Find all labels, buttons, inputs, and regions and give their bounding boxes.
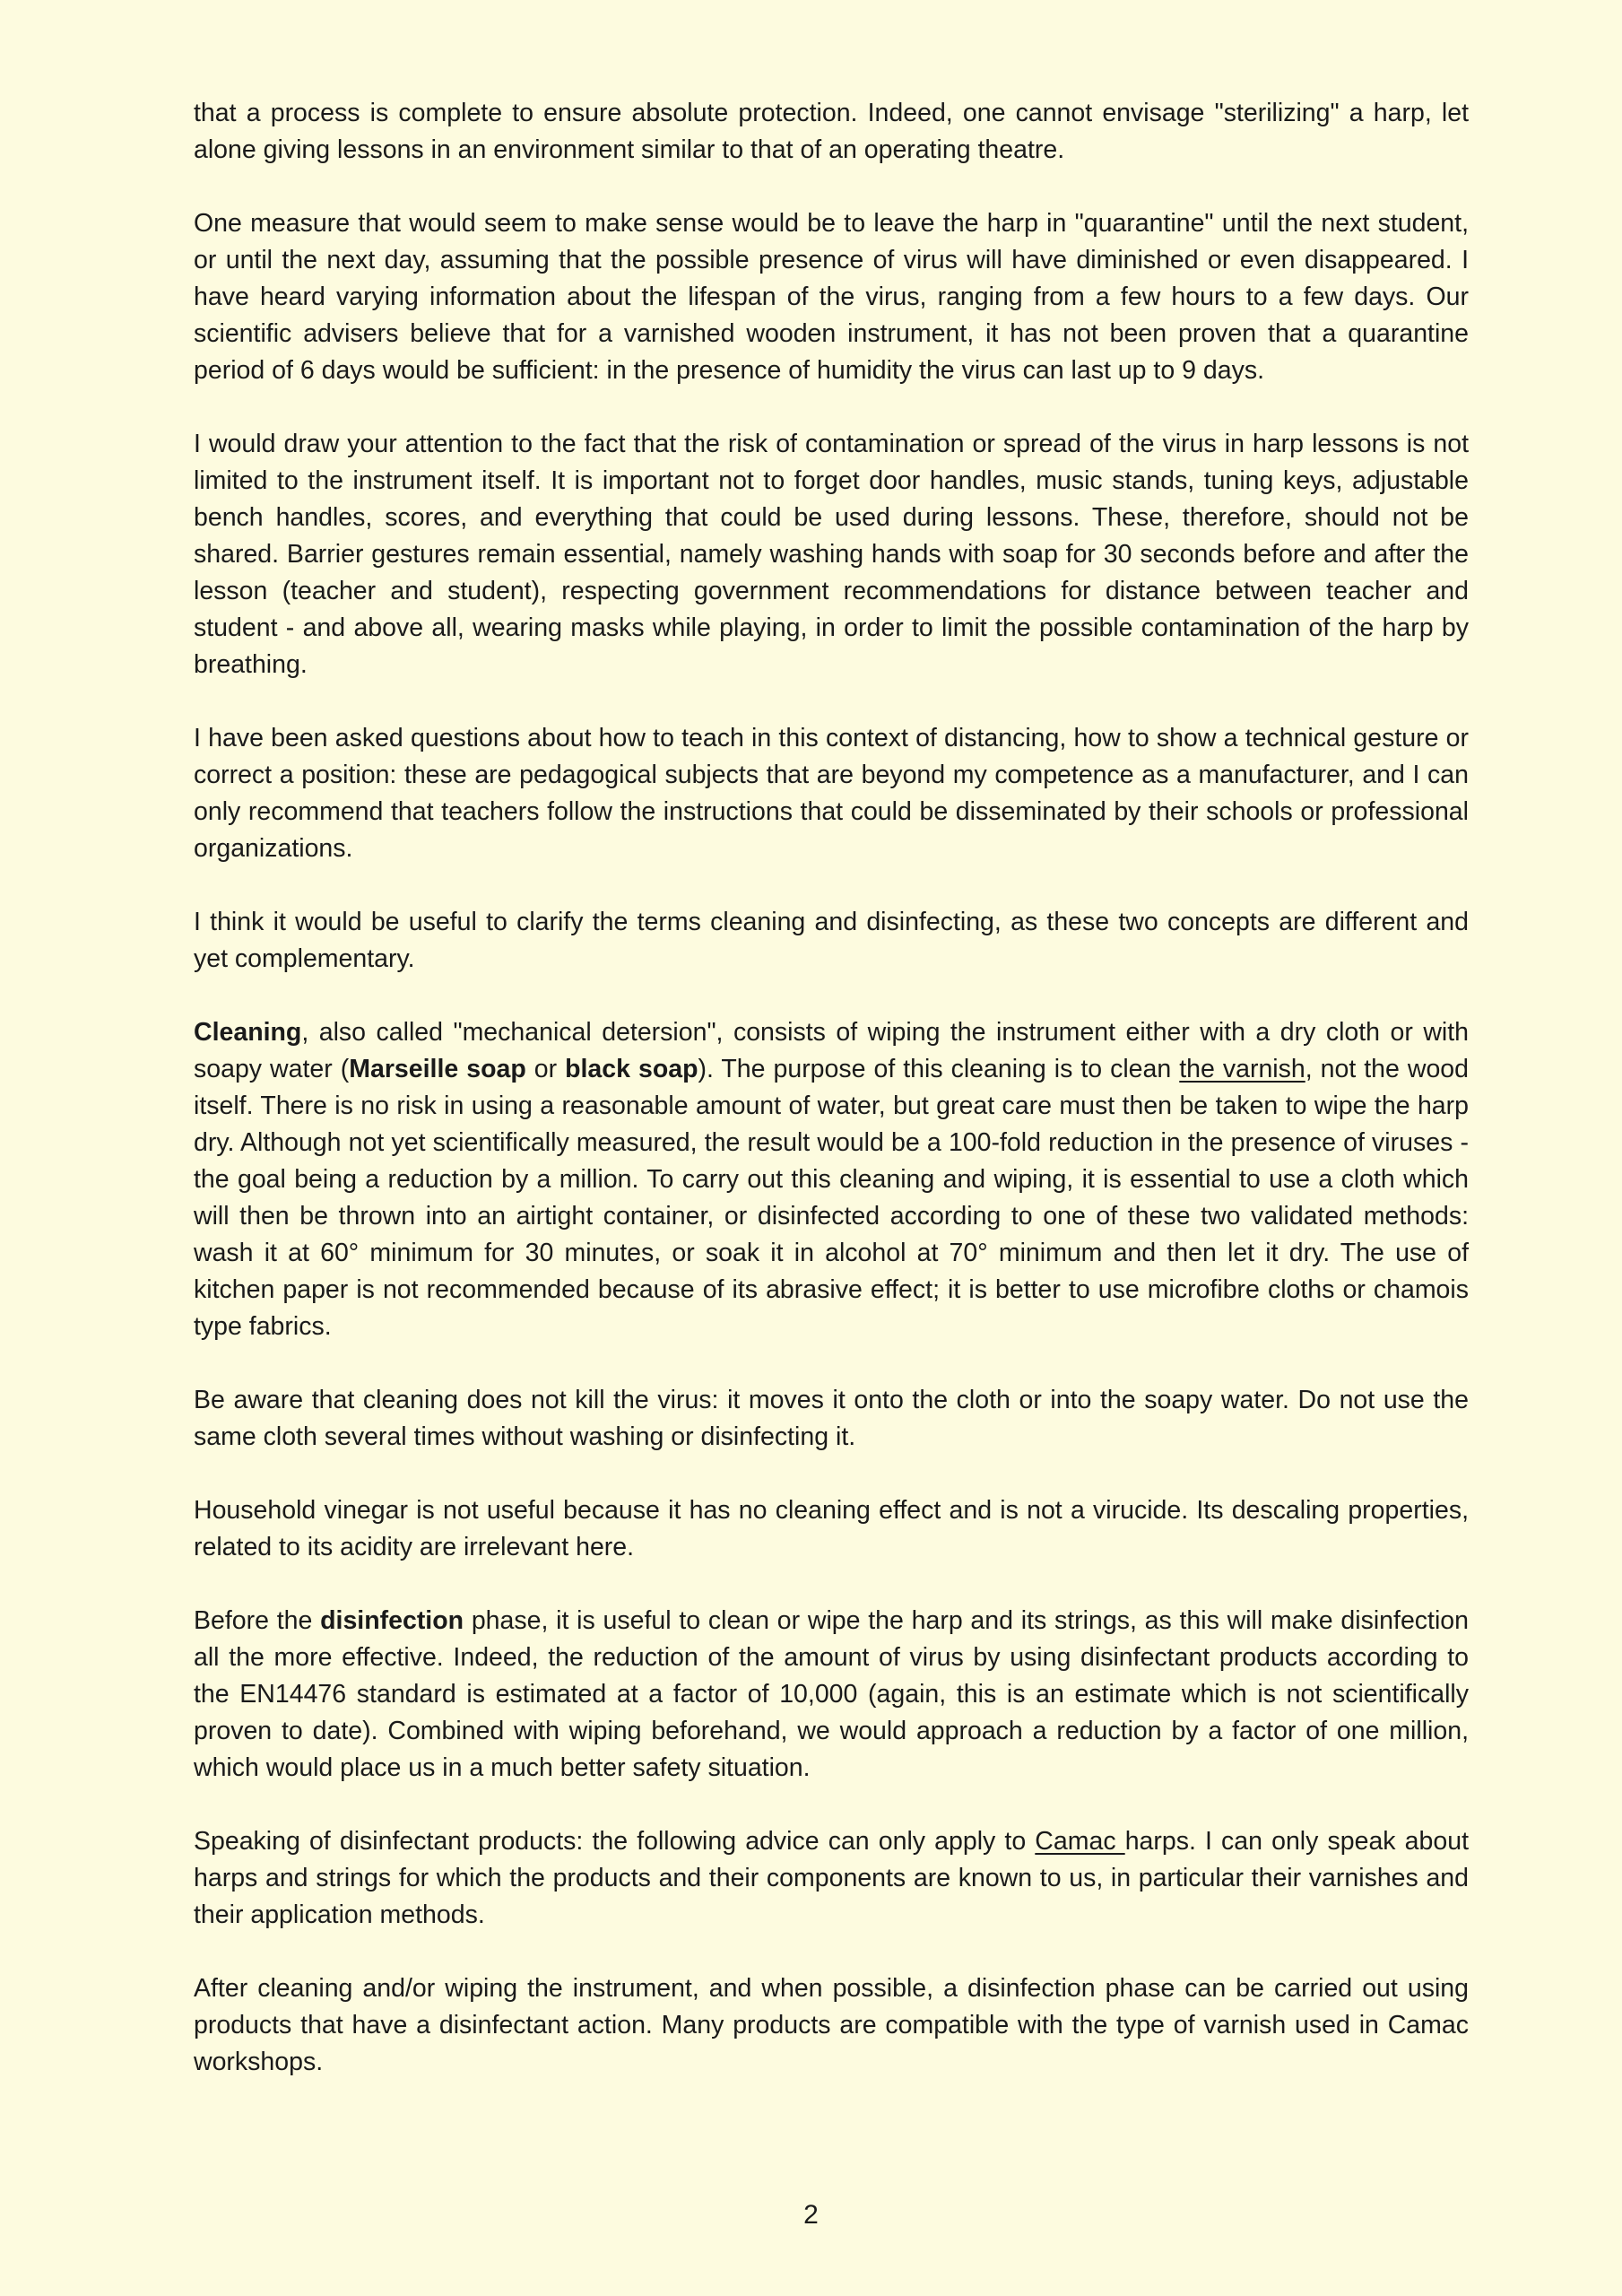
text-run: or	[525, 1055, 566, 1083]
underlined-camac: Camac	[1035, 1827, 1125, 1856]
paragraph-disinfectant-products	[194, 1823, 1469, 1934]
paragraph-contamination-risk: I would draw your attention to the fact that the risk of contamination or spread of the virus in harp lessons is not limited to the instrument itself. It is important not to forget door handles, music stands, tuning keys, adjustable bench handles, scores, and everything that could be used during lessons. These, therefore, should not be shared. Barrier gestures remain essential, namely washing hands with soap for 30 seconds before and after the lesson (teacher and student), respecting government recommendations for distance between teacher and student - and above all, wearing masks while playing, in order to limit the possible contamination of the harp by breathing.	[194, 430, 1469, 679]
text-run: phase, it is useful to clean or wipe the harp and its strings, as this will make disinfection all the more effective. Indeed, the reduction of the amount of virus by using disinfectant products according to the EN14476 standard is estimated at a factor of 10,000 (again, this is an estimate which is not scientifically proven to date). Combined with wiping beforehand, we would approach a reduction by a factor of one million, which would place us in a much better safety situation.	[194, 1606, 1469, 1782]
document-body	[194, 95, 1469, 2081]
paragraph-quarantine: One measure that would seem to make sense would be to leave the harp in "quarantine" until the next student, or until the next day, assuming that the possible presence of virus will have diminished or even disappeared. I have heard varying information about the lifespan of the virus, ranging from a few hours to a few days. Our scientific advisers believe that for a varnished wooden instrument, it has not been proven that a quarantine period of 6 days would be sufficient: in the presence of humidity the virus can last up to 9 days.	[194, 209, 1469, 385]
paragraph-sterilization: that a process is complete to ensure absolute protection. Indeed, one cannot envisage "sterilizing" a harp, let alone giving lessons in an environment similar to that of an operating theatre.	[194, 99, 1469, 164]
paragraph-teaching-questions: I have been asked questions about how to teach in this context of distancing, how to show a technical gesture or correct a position: these are pedagogical subjects that are beyond my competence as a manufacturer, and I can only recommend that teachers follow the instructions that could be disseminated by their schools or professional organizations.	[194, 724, 1469, 863]
text-run: Speaking of disinfectant products: the following advice can only apply to	[194, 1827, 1036, 1856]
term-black-soap: black soap	[565, 1055, 698, 1083]
text-run: , also called "mechanical detersion", consists of wiping the instrument either with a dry cloth or with soapy water (	[194, 1018, 1469, 1083]
underlined-the-varnish: the varnish	[1179, 1055, 1305, 1083]
term-marseille-soap: Marseille soap	[349, 1055, 526, 1083]
paragraph-disinfection	[194, 1603, 1469, 1787]
text-run: harps. I can only speak about harps and strings for which the products and their components are known to us, in particular their varnishes and their application methods.	[194, 1827, 1469, 1929]
paragraph-cleaning	[194, 1014, 1469, 1345]
paragraph-after-cleaning: After cleaning and/or wiping the instrument, and when possible, a disinfection phase can be carried out using products that have a disinfectant action. Many products are compatible with the type of varnish used in Camac workshops.	[194, 1974, 1469, 2076]
paragraph-cleaning-warning: Be aware that cleaning does not kill the virus: it moves it onto the cloth or into the soapy water. Do not use the same cloth several times without washing or disinfecting it.	[194, 1386, 1469, 1451]
paragraph-terms-clarification: I think it would be useful to clarify the terms cleaning and disinfecting, as these two concepts are different and yet complementary.	[194, 908, 1469, 973]
term-disinfection: disinfection	[320, 1606, 464, 1635]
text-run: Before the	[194, 1606, 321, 1635]
text-run: , not the wood itself. There is no risk in using a reasonable amount of water, but great care must then be taken to wipe the harp dry. Although not yet scientifically measured, the result would be a 100-fold reduction in the presence of viruses - the goal being a reduction by a million. To carry out this cleaning and wiping, it is essential to use a cloth which will then be thrown into an airtight container, or disinfected according to one of these two validated methods: wash it at 60° minimum for 30 minutes, or soak it in alcohol at 70° minimum and then let it dry. The use of kitchen paper is not recommended because of its abrasive effect; it is better to use microfibre cloths or chamois type fabrics.	[194, 1055, 1470, 1341]
text-run: ). The purpose of this cleaning is to clean	[698, 1055, 1180, 1083]
term-cleaning: Cleaning	[194, 1018, 302, 1047]
page-number: 2	[803, 2200, 819, 2230]
paragraph-vinegar: Household vinegar is not useful because it has no cleaning effect and is not a virucide. Its descaling properties, related to its acidity are irrelevant here.	[194, 1496, 1469, 1561]
